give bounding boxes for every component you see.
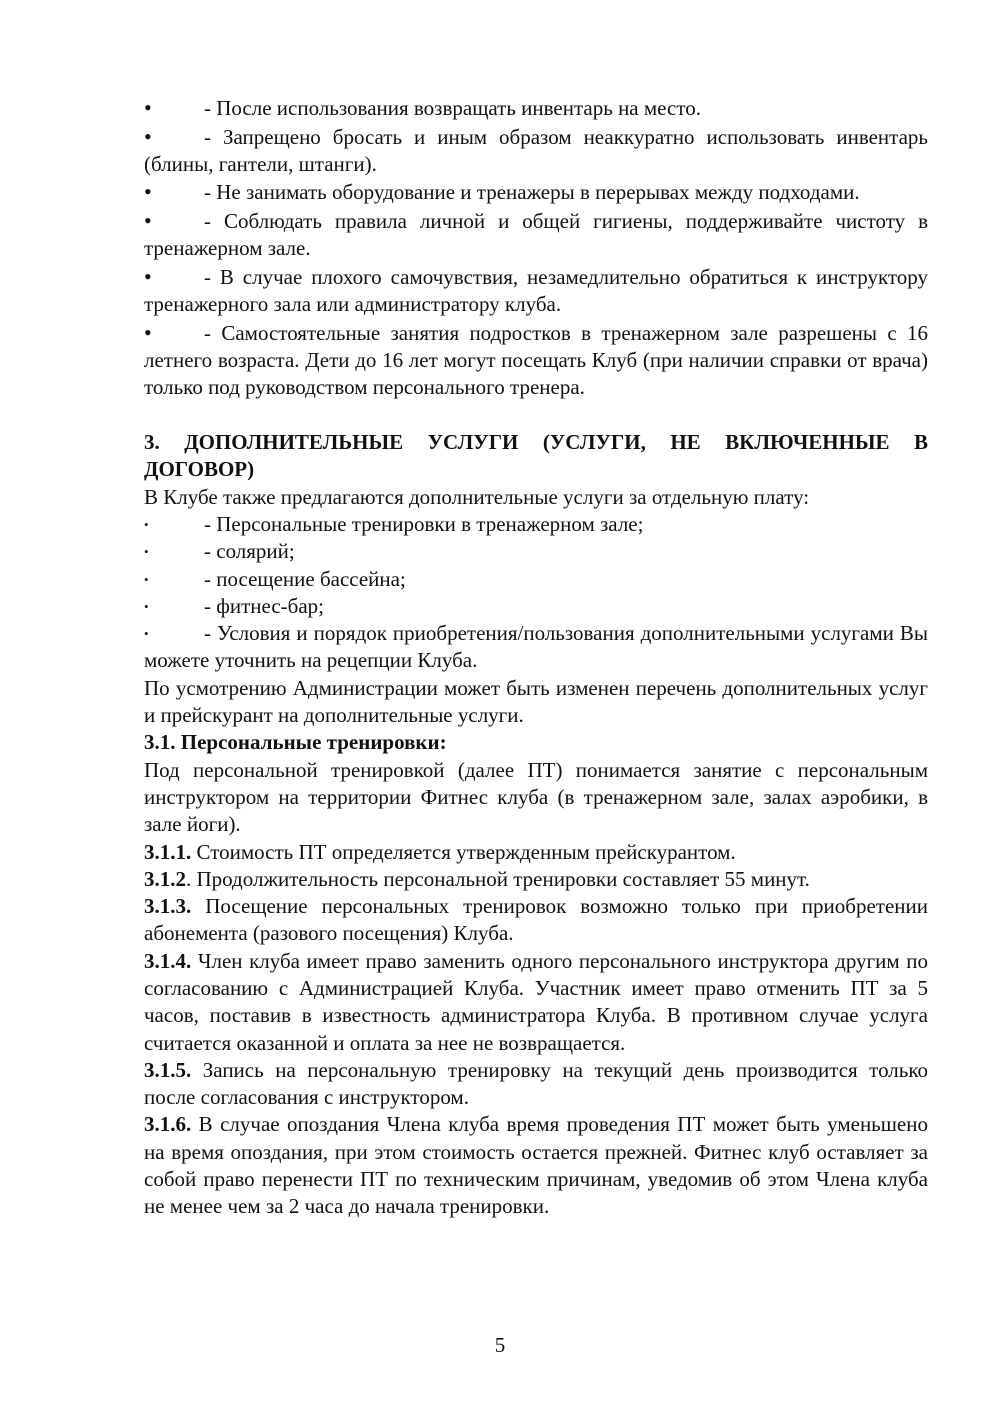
list-item: • - Персональные тренировки в тренажерном зале; xyxy=(144,511,928,538)
bullet-icon: • xyxy=(144,626,149,642)
additional-services-list xyxy=(144,511,928,675)
personal-training-definition: Под персональной тренировкой (далее ПТ) понимается занятие с персональным инструктором на территории Фитнес клуба (в тренажерном зале, залах аэробики, в зале йоги). xyxy=(144,757,928,837)
bullet-icon: • xyxy=(144,123,152,149)
bullet-icon: • xyxy=(144,516,149,532)
document-page xyxy=(144,94,928,1221)
list-item: • - Запрещено бросать и иным образом неаккуратно использовать инвентарь (блины, гантели, штанги). xyxy=(144,123,928,176)
gym-rules-list xyxy=(144,94,928,402)
clause-3-1-6: 3.1.6. В случае опоздания Члена клуба время проведения ПТ может быть уменьшено на время опоздания, при этом стоимость остается прежней. Фитнес клуб оставляет за собой право перенести ПТ по техническим причинам, уведомив об этом Члена клуба не менее чем за 2 часа до начала тренировки. xyxy=(144,1112,928,1219)
list-item: • - Самостоятельные занятия подростков в тренажерном зале разрешены с 16 летнего возраста. Дети до 16 лет могут посещать Клуб (при наличии справки от врача) только под руководством персонального тренера. xyxy=(144,319,928,400)
bullet-icon: • xyxy=(144,208,152,234)
page-number: 5 xyxy=(494,1333,506,1357)
list-item: • - солярий; xyxy=(144,538,928,565)
clause-3-1-5: 3.1.5. Запись на персональную тренировку на текущий день производится только после согласования с инструктором. xyxy=(144,1057,928,1110)
list-item: • - В случае плохого самочувствия, незамедлительно обратиться к инструктору тренажерного зала или администратору клуба. xyxy=(144,263,928,317)
bullet-icon: • xyxy=(144,95,152,120)
section-3-1-heading: 3.1. Персональные тренировки: xyxy=(144,730,447,755)
list-item: • - Не занимать оборудование и тренажеры в перерывах между подходами. xyxy=(144,179,860,205)
bullet-icon: • xyxy=(144,598,149,614)
bullet-icon: • xyxy=(144,179,152,205)
clause-3-1-3: 3.1.3. Посещение персональных тренировок возможно только при приобретении абонемента (разового посещения) Клуба. xyxy=(144,894,928,946)
section-3-intro: В Клубе также предлагаются дополнительные услуги за отдельную плату: xyxy=(144,484,810,509)
list-item: • - Условия и порядок приобретения/пользования дополнительными услугами Вы можете уточнить на рецепции Клуба. xyxy=(144,621,928,673)
list-item: • - фитнес-бар; xyxy=(144,593,928,620)
bullet-icon: • xyxy=(144,571,149,587)
bullet-icon: • xyxy=(144,263,152,289)
clause-3-1-1: 3.1.1. Стоимость ПТ определяется утвержденным прейскурантом. xyxy=(144,839,736,864)
list-item: • - После использования возвращать инвентарь на место. xyxy=(144,95,701,120)
bullet-icon: • xyxy=(144,544,149,560)
list-item: • - Соблюдать правила личной и общей гигиены, поддерживайте чистоту в тренажерном зале. xyxy=(144,208,928,261)
clause-3-1-4: 3.1.4. Член клуба имеет право заменить одного персонального инструктора другим по согласованию с Администрацией Клуба. Участник имеет право отменить ПТ за 5 часов, поставив в известность администратора Клуба. В противном случае услуга считается оказанной и оплата за нее не возвращается. xyxy=(144,948,928,1055)
list-item: • - посещение бассейна; xyxy=(144,566,928,593)
services-note: По усмотрению Администрации может быть изменен перечень дополнительных услуг и прейскурант на дополнительные услуги. xyxy=(144,675,928,728)
bullet-icon: • xyxy=(144,319,152,345)
clause-3-1-2: 3.1.2. Продолжительность персональной тренировки составляет 55 минут. xyxy=(144,866,810,891)
section-3-heading: 3. ДОПОЛНИТЕЛЬНЫЕ УСЛУГИ (УСЛУГИ, НЕ ВКЛЮЧЕННЫЕ В ДОГОВОР) xyxy=(144,430,928,482)
